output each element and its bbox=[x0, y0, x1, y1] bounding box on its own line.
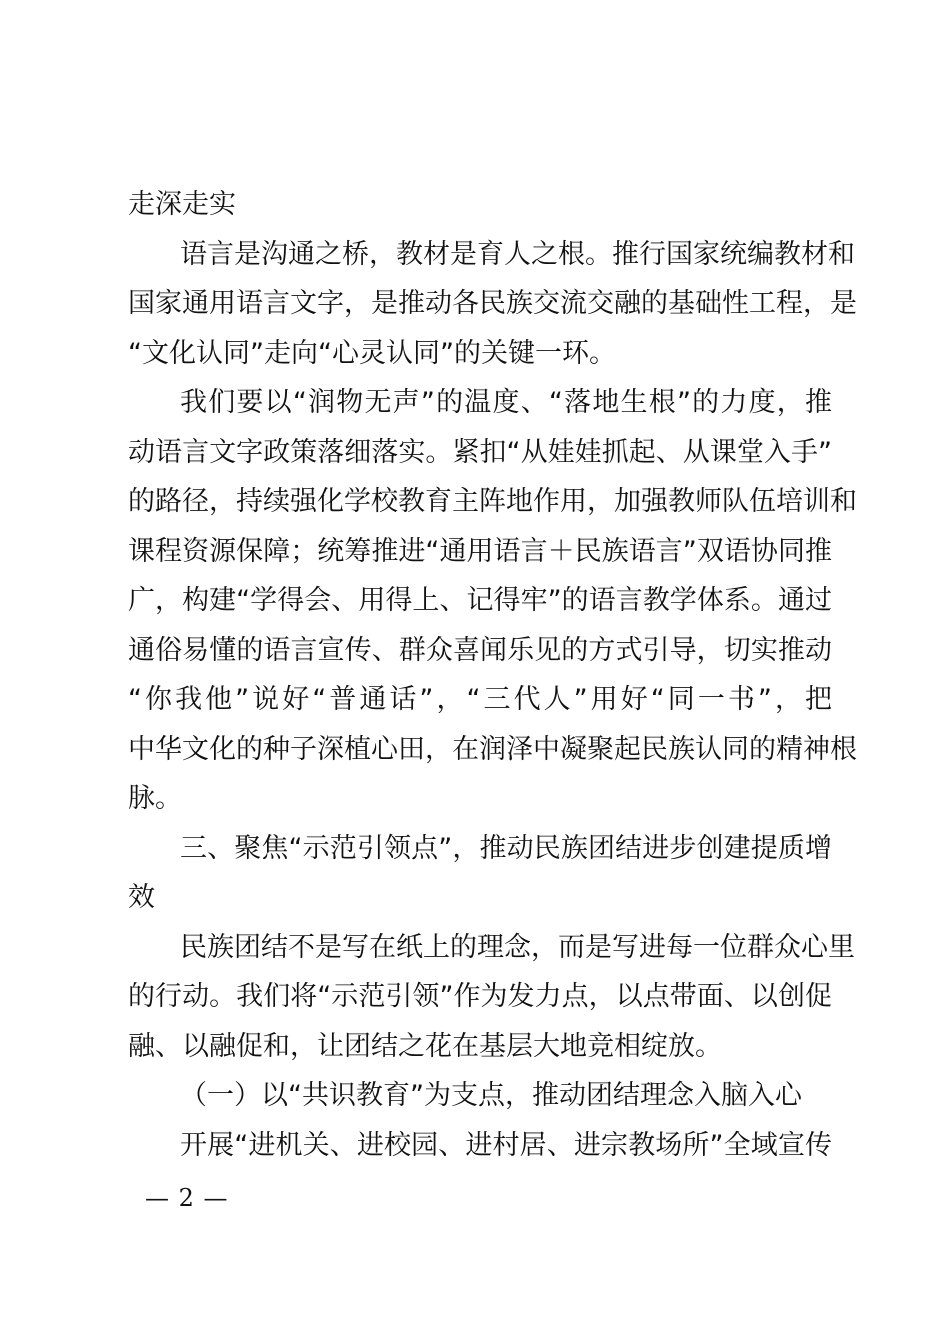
text-line: 民族团结不是写在纸上的理念，而是写进每一位群众心里 bbox=[180, 931, 855, 963]
text-line: 广，构建“学得会、用得上、记得牢”的语言教学体系。通过 bbox=[128, 585, 832, 616]
text-line: 中华文化的种子深植心田，在润泽中凝聚起民族认同的精神根 bbox=[128, 733, 857, 765]
text-line: 动语言文字政策落细落实。紧扣“从娃娃抓起、从课堂入手” bbox=[128, 436, 832, 468]
text-line: 的行动。我们将“示范引领”作为发力点，以点带面、以创促 bbox=[128, 981, 832, 1012]
text-line: “文化认同”走向“心灵认同”的关键一环。 bbox=[128, 337, 616, 369]
text-line: 课程资源保障；统筹推进“通用语言＋民族语言”双语协同推 bbox=[128, 535, 832, 567]
text-line: 开展“进机关、进校园、进村居、进宗教场所”全域宣传 bbox=[180, 1129, 832, 1161]
text-line: 我们要以“润物无声”的温度、“落地生根”的力度，推 bbox=[180, 387, 832, 418]
text-line: 脉。 bbox=[128, 783, 182, 814]
text-line: 通俗易懂的语言宣传、群众喜闻乐见的方式引导，切实推动 bbox=[128, 634, 832, 666]
text-line: 的路径，持续强化学校教育主阵地作用，加强教师队伍培训和 bbox=[128, 486, 857, 517]
text-line: “你我他”说好“普通话”，“三代人”用好“同一书”，把 bbox=[128, 684, 832, 715]
text-line: 走深走实 bbox=[128, 189, 236, 220]
text-line: 融、以融促和，让团结之花在基层大地竞相绽放。 bbox=[128, 1030, 722, 1062]
text-line: 语言是沟通之桥，教材是育人之根。推行国家统编教材和 bbox=[180, 238, 855, 270]
text-line: 三、聚焦“示范引领点”，推动民族团结进步创建提质增 bbox=[180, 832, 832, 864]
document-body bbox=[128, 180, 857, 1170]
text-line: 效 bbox=[128, 882, 155, 913]
text-line: 国家通用语言文字，是推动各民族交流交融的基础性工程，是 bbox=[128, 288, 857, 319]
text-line: （一）以“共识教育”为支点，推动团结理念入脑入心 bbox=[180, 1080, 802, 1111]
page-number: — 2 — bbox=[145, 1184, 229, 1212]
